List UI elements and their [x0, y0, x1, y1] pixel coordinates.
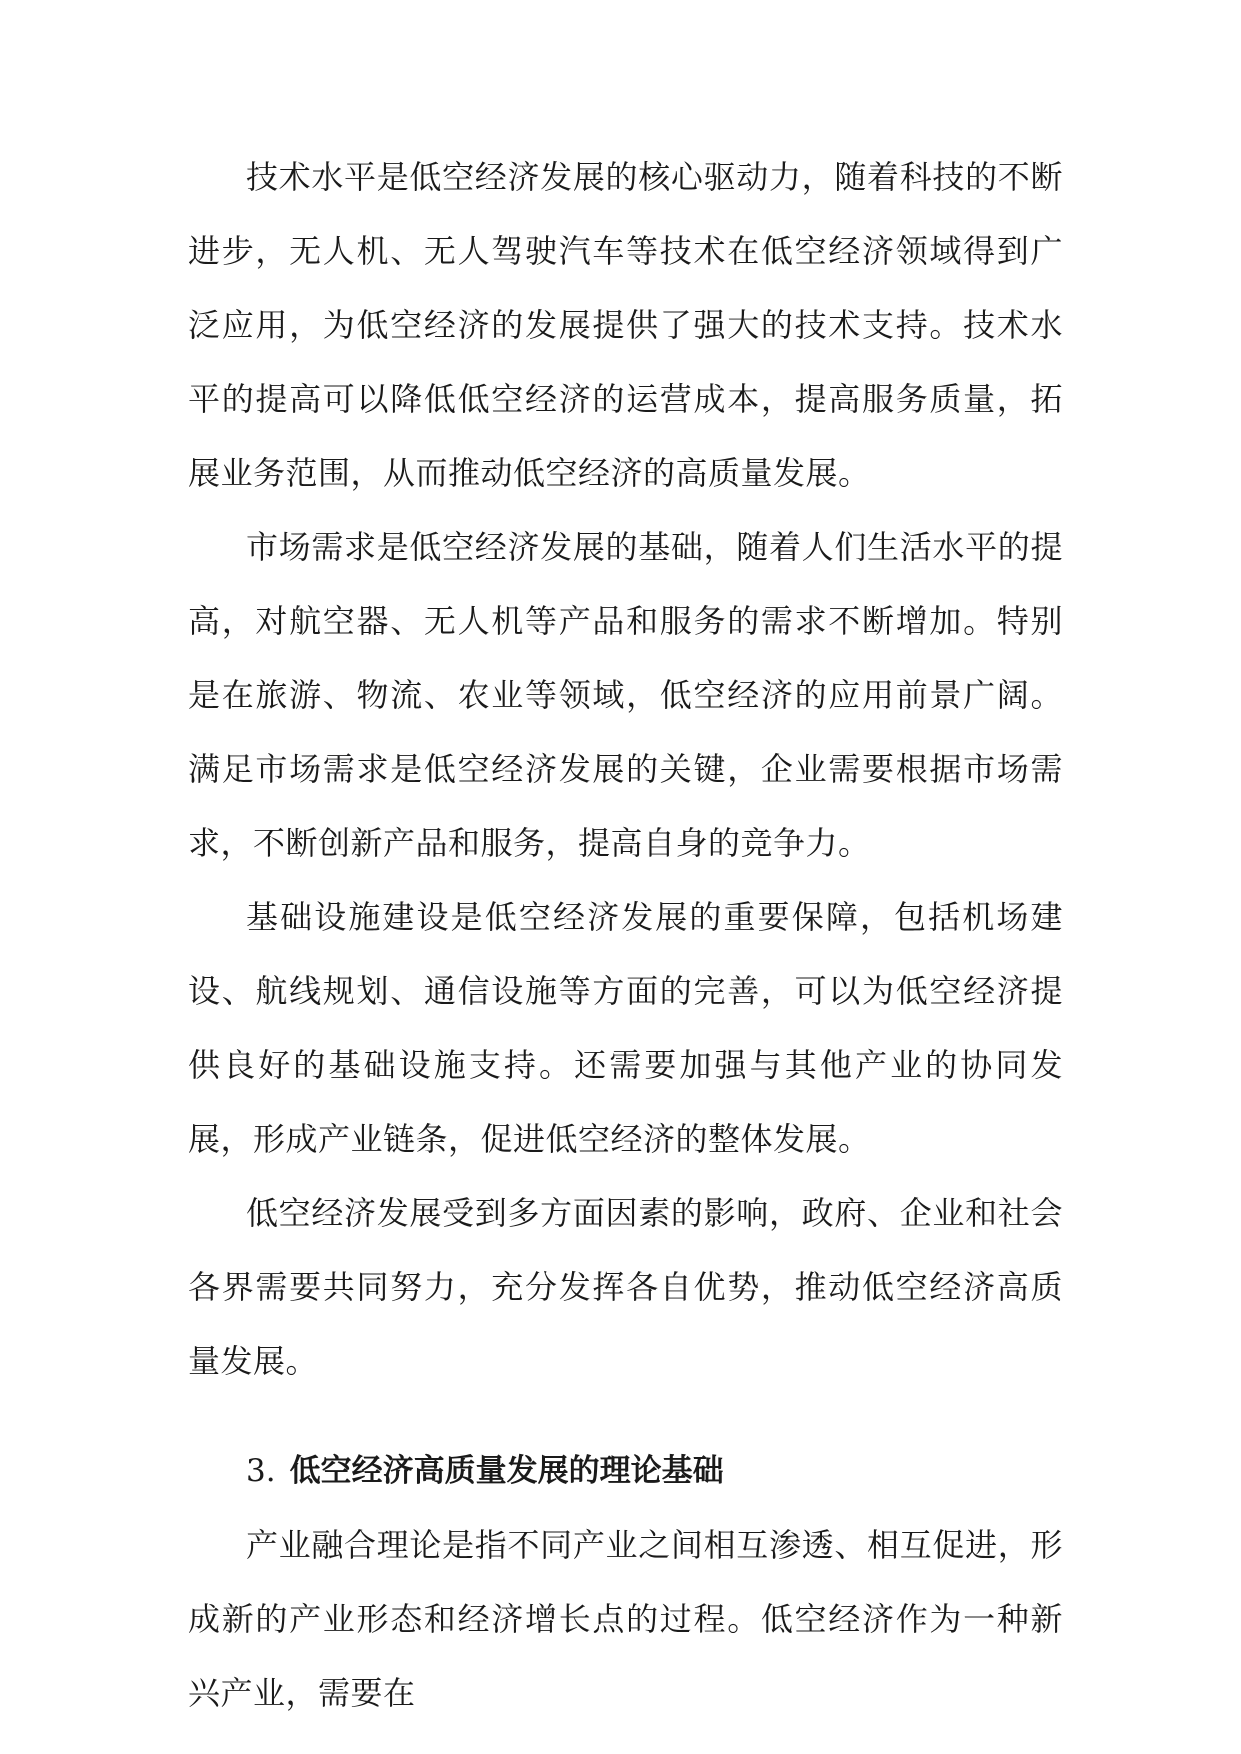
- paragraph-summary: 低空经济发展受到多方面因素的影响，政府、企业和社会各界需要共同努力，充分发挥各自优势，推动低空经济高质量发展。: [188, 1194, 1063, 1380]
- paragraph-industry-fusion: 产业融合理论是指不同产业之间相互渗透、相互促进，形成新的产业形态和经济增长点的过程。低空经济作为一种新兴产业，需要在: [188, 1526, 1063, 1712]
- paragraph-technology: 技术水平是低空经济发展的核心驱动力，随着科技的不断进步，无人机、无人驾驶汽车等技术在低空经济领域得到广泛应用，为低空经济的发展提供了强大的技术支持。技术水平的提高可以降低低空经济的运营成本，提高服务质量，拓展业务范围，从而推动低空经济的高质量发展。: [188, 158, 1063, 492]
- paragraph-infrastructure: 基础设施建设是低空经济发展的重要保障，包括机场建设、航线规划、通信设施等方面的完善，可以为低空经济提供良好的基础设施支持。还需要加强与其他产业的协同发展，形成产业链条，促进低空经济的整体发展。: [188, 898, 1063, 1158]
- section-title: 低空经济高质量发展的理论基础: [289, 1453, 724, 1489]
- document-page: [188, 140, 1063, 1730]
- paragraph-market-demand: 市场需求是低空经济发展的基础，随着人们生活水平的提高，对航空器、无人机等产品和服务的需求不断增加。特别是在旅游、物流、农业等领域，低空经济的应用前景广阔。满足市场需求是低空经济发展的关键，企业需要根据市场需求，不断创新产品和服务，提高自身的竞争力。: [188, 528, 1063, 862]
- section-number: 3.: [246, 1453, 276, 1489]
- section-heading: [188, 1434, 1063, 1508]
